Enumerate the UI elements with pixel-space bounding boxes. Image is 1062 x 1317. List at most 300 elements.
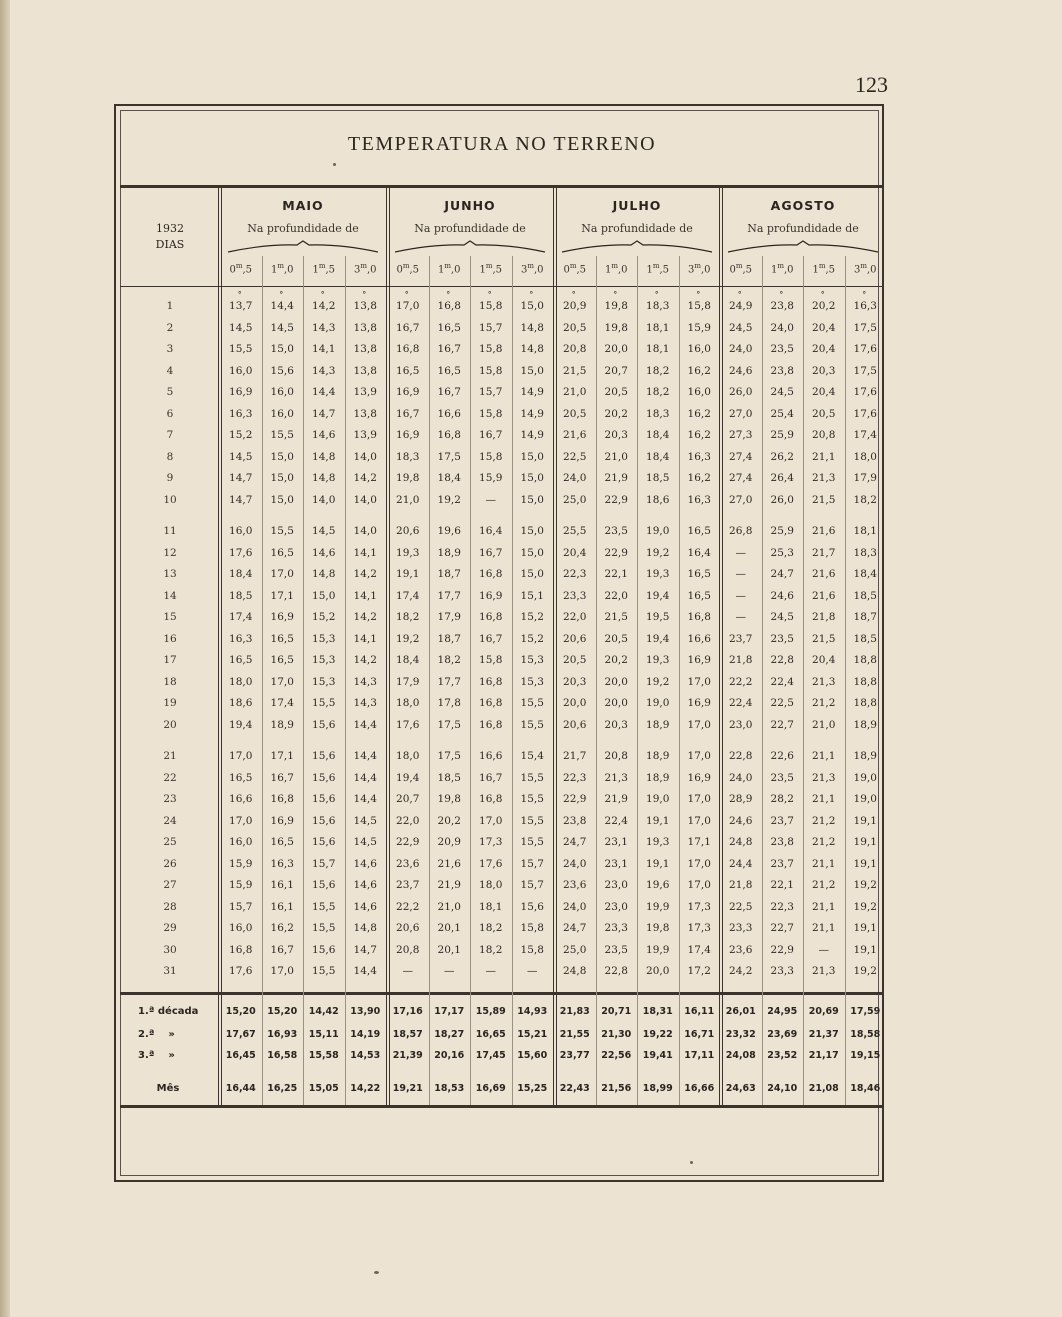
summary-value: 23,52 (767, 1050, 798, 1061)
summary-value: 14,42 (308, 1006, 339, 1017)
temperature-cell: 15,3 (520, 654, 544, 666)
temperature-cell: 27,0 (729, 408, 753, 420)
temperature-cell: 18,2 (479, 922, 503, 934)
temperature-cell: 18,1 (646, 343, 670, 355)
temperature-cell: 20,1 (437, 944, 461, 956)
temperature-cell: 21,1 (812, 750, 836, 762)
summary-value: 19,22 (642, 1029, 673, 1040)
temperature-cell: 14,5 (353, 815, 377, 827)
temperature-cell: 17,0 (687, 676, 711, 688)
summary-value: 17,45 (475, 1050, 506, 1061)
temperature-cell: 17,6 (853, 408, 877, 420)
month-header-julho: JULHO (612, 198, 662, 213)
temperature-cell: 24,5 (729, 322, 753, 334)
temperature-cell: 19,3 (646, 836, 670, 848)
temperature-cell: 20,2 (604, 654, 628, 666)
brace-icon (728, 240, 878, 254)
summary-value: 18,99 (642, 1083, 673, 1094)
summary-value: 19,41 (642, 1050, 673, 1061)
temperature-cell: 20,8 (604, 750, 628, 762)
temperature-cell: 15,0 (520, 451, 544, 463)
temperature-cell: — (735, 611, 746, 623)
temperature-cell: 23,3 (770, 965, 794, 977)
temperature-cell: 22,9 (563, 793, 587, 805)
temperature-cell: 20,5 (563, 322, 587, 334)
temperature-cell: 20,6 (563, 719, 587, 731)
temperature-cell: 20,8 (396, 944, 420, 956)
temperature-cell: 17,6 (229, 547, 253, 559)
temperature-cell: 18,1 (479, 901, 503, 913)
temperature-cell: 17,0 (687, 858, 711, 870)
temperature-cell: 14,8 (353, 922, 377, 934)
temperature-cell: 16,5 (687, 525, 711, 537)
day-label: 11 (163, 525, 177, 537)
summary-value: 17,16 (392, 1006, 423, 1017)
summary-value: 24,63 (725, 1083, 756, 1094)
temperature-cell: 14,9 (520, 429, 544, 441)
temperature-cell: 28,9 (729, 793, 753, 805)
temperature-cell: 16,3 (853, 300, 877, 312)
temperature-cell: 25,9 (770, 525, 794, 537)
temperature-cell: 17,5 (437, 719, 461, 731)
temperature-cell: 14,5 (270, 322, 294, 334)
temperature-cell: 23,8 (770, 836, 794, 848)
temperature-cell: 18,3 (646, 300, 670, 312)
temperature-cell: 21,1 (812, 451, 836, 463)
temperature-cell: 25,0 (563, 494, 587, 506)
temperature-cell: 25,9 (770, 429, 794, 441)
brace-icon (562, 240, 712, 254)
temperature-cell: 25,4 (770, 408, 794, 420)
temperature-cell: 21,6 (812, 525, 836, 537)
temperature-cell: 21,0 (396, 494, 420, 506)
degree-mark: ° (571, 290, 576, 299)
day-label: 23 (163, 793, 177, 805)
temperature-cell: 16,0 (229, 365, 253, 377)
temperature-cell: 16,0 (687, 386, 711, 398)
temperature-cell: 15,4 (520, 750, 544, 762)
temperature-cell: 16,9 (479, 590, 503, 602)
temperature-cell: 17,5 (437, 451, 461, 463)
temperature-cell: 19,4 (646, 633, 670, 645)
temperature-cell: 16,5 (687, 568, 711, 580)
temperature-cell: 20,8 (812, 429, 836, 441)
temperature-cell: 15,5 (229, 343, 253, 355)
temperature-cell: 22,9 (604, 494, 628, 506)
temperature-cell: 16,8 (396, 343, 420, 355)
temperature-cell: 15,6 (312, 750, 336, 762)
summary-value: 23,69 (767, 1029, 798, 1040)
temperature-cell: 21,3 (604, 772, 628, 784)
temperature-cell: 23,7 (729, 633, 753, 645)
temperature-cell: 22,8 (770, 654, 794, 666)
temperature-cell: 24,0 (563, 858, 587, 870)
temperature-cell: 14,6 (353, 901, 377, 913)
temperature-cell: 17,0 (270, 676, 294, 688)
temperature-cell: 20,5 (604, 633, 628, 645)
temperature-cell: 16,7 (479, 633, 503, 645)
summary-rule (120, 992, 884, 995)
summary-value: 24,08 (725, 1050, 756, 1061)
summary-value: 19,21 (392, 1083, 423, 1094)
temperature-cell: 14,0 (353, 525, 377, 537)
day-label: 7 (166, 429, 174, 441)
summary-value: 21,17 (808, 1050, 839, 1061)
temperature-cell: 18,1 (646, 322, 670, 334)
temperature-cell: 15,5 (270, 429, 294, 441)
temperature-cell: 19,1 (646, 858, 670, 870)
temperature-cell: 15,0 (270, 472, 294, 484)
day-label: 31 (163, 965, 177, 977)
temperature-cell: 24,8 (563, 965, 587, 977)
temperature-cell: 20,0 (604, 676, 628, 688)
temperature-cell: 15,6 (270, 365, 294, 377)
temperature-cell: 22,9 (396, 836, 420, 848)
temperature-cell: 21,7 (563, 750, 587, 762)
temperature-cell: 21,6 (563, 429, 587, 441)
temperature-cell: 20,2 (812, 300, 836, 312)
temperature-cell: 23,6 (396, 858, 420, 870)
temperature-cell: — (485, 965, 496, 977)
temperature-cell: 15,9 (229, 879, 253, 891)
temperature-cell: 21,9 (437, 879, 461, 891)
temperature-cell: 21,1 (812, 858, 836, 870)
temperature-cell: 17,0 (687, 793, 711, 805)
temperature-cell: 16,8 (687, 611, 711, 623)
temperature-cell: 18,5 (229, 590, 253, 602)
temperature-cell: 17,5 (853, 365, 877, 377)
temperature-cell: 18,2 (437, 654, 461, 666)
temperature-cell: 18,9 (853, 750, 877, 762)
temperature-cell: 14,0 (353, 494, 377, 506)
temperature-cell: 22,4 (770, 676, 794, 688)
temperature-cell: 15,6 (312, 879, 336, 891)
summary-value: 19,15 (850, 1050, 881, 1061)
summary-value: 23,77 (559, 1050, 590, 1061)
temperature-cell: 15,3 (312, 633, 336, 645)
temperature-cell: 24,0 (770, 322, 794, 334)
temperature-cell: 19,2 (396, 633, 420, 645)
temperature-cell: 14,9 (520, 408, 544, 420)
depth-header: 3$^m$,0 (687, 262, 711, 276)
days-label: DIAS (155, 238, 185, 251)
temperature-cell: 19,1 (853, 944, 877, 956)
temperature-cell: 14,4 (353, 793, 377, 805)
day-label: 4 (166, 365, 174, 377)
temperature-cell: 14,4 (353, 750, 377, 762)
temperature-cell: 23,8 (770, 365, 794, 377)
temperature-cell: 17,9 (396, 676, 420, 688)
degree-mark: ° (487, 290, 492, 299)
summary-value: 24,10 (767, 1083, 798, 1094)
paper-speck (690, 1161, 693, 1164)
temperature-cell: 21,0 (437, 901, 461, 913)
temperature-cell: 18,7 (437, 633, 461, 645)
temperature-cell: 16,0 (687, 343, 711, 355)
temperature-cell: 21,8 (729, 654, 753, 666)
temperature-cell: 16,2 (687, 429, 711, 441)
day-label: 20 (163, 719, 177, 731)
temperature-cell: 18,3 (853, 547, 877, 559)
temperature-cell: 16,9 (229, 386, 253, 398)
summary-value: 17,67 (225, 1029, 256, 1040)
temperature-cell: 15,2 (520, 611, 544, 623)
temperature-cell: 21,0 (563, 386, 587, 398)
temperature-cell: 14,3 (312, 322, 336, 334)
month-header-agosto: AGOSTO (770, 198, 836, 213)
temperature-cell: 16,8 (437, 429, 461, 441)
temperature-cell: 15,6 (520, 901, 544, 913)
temperature-cell: 17,0 (229, 815, 253, 827)
degree-mark: ° (613, 290, 618, 299)
temperature-cell: 18,8 (853, 697, 877, 709)
temperature-cell: 15,5 (520, 793, 544, 805)
temperature-cell: 24,0 (563, 901, 587, 913)
page-binding-edge (0, 0, 10, 1317)
temperature-cell: 20,9 (563, 300, 587, 312)
temperature-cell: 18,5 (853, 590, 877, 602)
temperature-cell: 20,4 (812, 654, 836, 666)
temperature-cell: 15,2 (312, 611, 336, 623)
temperature-cell: 15,5 (520, 719, 544, 731)
temperature-cell: 15,5 (520, 697, 544, 709)
summary-value: 14,53 (350, 1050, 381, 1061)
temperature-cell: 15,6 (312, 772, 336, 784)
temperature-cell: 23,0 (729, 719, 753, 731)
temperature-cell: 20,5 (563, 408, 587, 420)
temperature-cell: 24,4 (729, 858, 753, 870)
header-rule (120, 286, 884, 287)
temperature-cell: 19,4 (646, 590, 670, 602)
summary-value: 18,46 (850, 1083, 881, 1094)
temperature-cell: 23,6 (729, 944, 753, 956)
temperature-cell: 26,0 (770, 494, 794, 506)
temperature-cell: 14,8 (312, 451, 336, 463)
temperature-cell: 16,2 (687, 472, 711, 484)
temperature-cell: 23,0 (604, 879, 628, 891)
temperature-cell: 17,0 (270, 965, 294, 977)
temperature-cell: 15,5 (270, 525, 294, 537)
temperature-cell: 16,8 (479, 697, 503, 709)
temperature-cell: 16,2 (687, 408, 711, 420)
summary-value: 18,27 (434, 1029, 465, 1040)
temperature-cell: 16,8 (270, 793, 294, 805)
day-label: 28 (163, 901, 177, 913)
temperature-cell: 15,5 (312, 922, 336, 934)
temperature-cell: 19,3 (646, 568, 670, 580)
temperature-cell: 18,8 (853, 676, 877, 688)
temperature-cell: 25,0 (563, 944, 587, 956)
temperature-cell: 16,3 (687, 451, 711, 463)
temperature-cell: 26,0 (729, 386, 753, 398)
temperature-cell: 16,0 (229, 525, 253, 537)
temperature-cell: 16,3 (687, 494, 711, 506)
temperature-cell: 22,9 (604, 547, 628, 559)
temperature-cell: 17,1 (270, 750, 294, 762)
temperature-cell: 17,6 (229, 965, 253, 977)
temperature-cell: 19,0 (646, 525, 670, 537)
temperature-cell: 15,3 (312, 654, 336, 666)
temperature-cell: 20,0 (563, 697, 587, 709)
temperature-cell: 21,5 (812, 494, 836, 506)
temperature-cell: 22,4 (604, 815, 628, 827)
temperature-cell: 21,5 (563, 365, 587, 377)
temperature-cell: 13,8 (353, 408, 377, 420)
summary-value: 21,39 (392, 1050, 423, 1061)
temperature-cell: 16,6 (437, 408, 461, 420)
temperature-cell: 16,5 (437, 365, 461, 377)
temperature-cell: 19,8 (604, 300, 628, 312)
temperature-cell: 18,1 (853, 525, 877, 537)
summary-value: 21,08 (808, 1083, 839, 1094)
temperature-cell: 24,7 (770, 568, 794, 580)
temperature-cell: 15,6 (312, 793, 336, 805)
temperature-cell: 23,8 (770, 300, 794, 312)
temperature-cell: 22,7 (770, 922, 794, 934)
temperature-cell: 21,8 (812, 611, 836, 623)
temperature-cell: 17,4 (853, 429, 877, 441)
temperature-cell: 15,0 (270, 343, 294, 355)
temperature-cell: 23,5 (770, 633, 794, 645)
depth-header: 1$^m$,0 (437, 262, 461, 276)
temperature-cell: 25,3 (770, 547, 794, 559)
temperature-cell: 20,5 (604, 386, 628, 398)
temperature-cell: 16,6 (229, 793, 253, 805)
temperature-cell: 17,1 (270, 590, 294, 602)
temperature-cell: 20,4 (812, 386, 836, 398)
temperature-cell: 24,6 (729, 365, 753, 377)
temperature-cell: 16,5 (270, 633, 294, 645)
temperature-cell: 19,1 (396, 568, 420, 580)
temperature-cell: 16,6 (479, 750, 503, 762)
summary-value: 17,11 (684, 1050, 715, 1061)
temperature-cell: 15,0 (270, 494, 294, 506)
summary-value: 20,16 (434, 1050, 465, 1061)
temperature-cell: 15,8 (687, 300, 711, 312)
degree-mark: ° (320, 290, 325, 299)
month-header-maio: MAIO (282, 198, 324, 213)
summary-value: 14,93 (517, 1006, 548, 1017)
temperature-cell: 14,2 (312, 300, 336, 312)
temperature-cell: 19,2 (853, 879, 877, 891)
temperature-cell: 24,7 (563, 836, 587, 848)
degree-mark: ° (737, 290, 742, 299)
temperature-cell: 13,9 (353, 386, 377, 398)
temperature-cell: 22,3 (563, 772, 587, 784)
temperature-cell: 23,7 (396, 879, 420, 891)
temperature-cell: 16,1 (270, 879, 294, 891)
summary-value: 15,60 (517, 1050, 548, 1061)
temperature-cell: 15,0 (520, 525, 544, 537)
summary-value: 18,58 (850, 1029, 881, 1040)
temperature-cell: 19,1 (853, 858, 877, 870)
temperature-cell: 19,9 (646, 944, 670, 956)
temperature-cell: 21,2 (812, 836, 836, 848)
temperature-cell: 27,4 (729, 472, 753, 484)
summary-value: 15,58 (308, 1050, 339, 1061)
temperature-cell: 18,6 (646, 494, 670, 506)
temperature-cell: 20,0 (604, 697, 628, 709)
temperature-cell: 24,0 (729, 343, 753, 355)
temperature-cell: 22,5 (563, 451, 587, 463)
temperature-cell: 22,7 (770, 719, 794, 731)
temperature-cell: 17,3 (479, 836, 503, 848)
summary-value: 15,05 (308, 1083, 339, 1094)
temperature-cell: 22,0 (604, 590, 628, 602)
temperature-cell: 15,8 (479, 300, 503, 312)
temperature-cell: 15,6 (312, 719, 336, 731)
temperature-cell: 15,5 (312, 901, 336, 913)
temperature-cell: 16,7 (437, 386, 461, 398)
temperature-cell: 19,1 (853, 836, 877, 848)
temperature-cell: 17,0 (687, 879, 711, 891)
day-label: 17 (163, 654, 177, 666)
temperature-cell: 16,5 (270, 654, 294, 666)
temperature-cell: 15,7 (312, 858, 336, 870)
temperature-cell: 19,2 (437, 494, 461, 506)
temperature-cell: 20,0 (604, 343, 628, 355)
temperature-cell: 20,6 (396, 525, 420, 537)
temperature-cell: 14,7 (229, 494, 253, 506)
temperature-cell: 18,4 (646, 451, 670, 463)
page-number: 123 (855, 72, 888, 97)
temperature-cell: 15,0 (270, 451, 294, 463)
temperature-cell: 19,5 (646, 611, 670, 623)
temperature-cell: 16,9 (687, 772, 711, 784)
temperature-cell: 18,2 (646, 365, 670, 377)
degree-mark: ° (237, 290, 242, 299)
temperature-cell: 20,3 (604, 429, 628, 441)
degree-mark: ° (820, 290, 825, 299)
temperature-cell: 19,9 (646, 901, 670, 913)
temperature-cell: 19,2 (853, 901, 877, 913)
temperature-cell: 16,7 (396, 322, 420, 334)
temperature-cell: 16,0 (270, 386, 294, 398)
degree-mark: ° (446, 290, 451, 299)
temperature-cell: 27,3 (729, 429, 753, 441)
temperature-cell: 23,1 (604, 858, 628, 870)
temperature-cell: 16,9 (270, 611, 294, 623)
brace-icon (395, 240, 545, 254)
temperature-cell: 14,3 (312, 365, 336, 377)
temperature-cell: 19,4 (229, 719, 253, 731)
temperature-cell: 22,6 (770, 750, 794, 762)
temperature-cell: 15,8 (520, 922, 544, 934)
temperature-cell: 17,0 (687, 815, 711, 827)
temperature-cell: 17,0 (687, 750, 711, 762)
temperature-cell: 20,3 (563, 676, 587, 688)
temperature-cell: 15,8 (479, 451, 503, 463)
temperature-cell: 17,4 (687, 944, 711, 956)
summary-label: Mês (156, 1083, 180, 1094)
temperature-cell: 20,3 (604, 719, 628, 731)
brace-icon (228, 240, 378, 254)
temperature-cell: 16,0 (229, 922, 253, 934)
day-label: 13 (163, 568, 177, 580)
temperature-cell: 20,3 (812, 365, 836, 377)
day-label: 19 (163, 697, 177, 709)
day-label: 30 (163, 944, 177, 956)
temperature-cell: — (444, 965, 455, 977)
temperature-cell: 17,0 (229, 750, 253, 762)
temperature-cell: 16,2 (270, 922, 294, 934)
temperature-cell: 28,2 (770, 793, 794, 805)
temperature-cell: 14,5 (353, 836, 377, 848)
day-label: 14 (163, 590, 177, 602)
summary-value: 18,31 (642, 1006, 673, 1017)
temperature-cell: 18,7 (853, 611, 877, 623)
temperature-cell: 16,2 (687, 365, 711, 377)
